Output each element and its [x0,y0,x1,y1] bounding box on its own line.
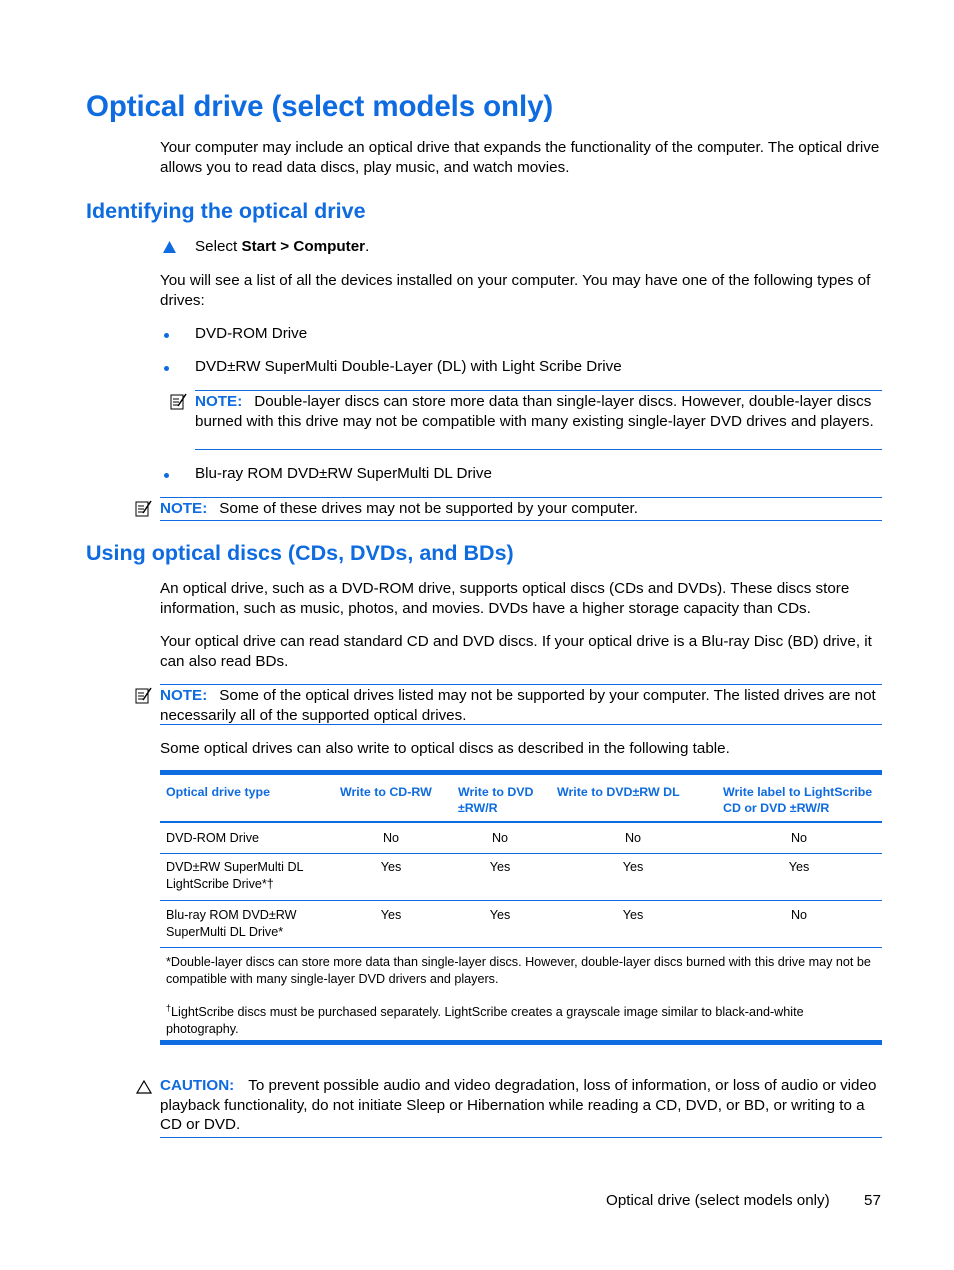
note-box-double-layer: NOTE: Double-layer discs can store more data than single-layer discs. However, double-layer discs burned with this drive may not be compatible with many existing single-layer DVD drives and players. [195,390,882,450]
table-header-cell: Write to CD-RW [340,785,432,799]
table-cell: Yes [622,908,644,922]
table-header-cell: Optical drive type [166,785,270,799]
table-cell: No [491,831,509,845]
section-heading-identifying: Identifying the optical drive [86,199,366,223]
table-header-cell: Write to DVD±RW DL [557,785,680,799]
table-cell: Blu-ray ROM DVD±RW SuperMulti DL Drive* [166,908,297,939]
note-box-optical-drives: NOTE: Some of the optical drives listed may not be supported by your computer. The listed drives are not necessarily all of the supported optical drives. [160,684,882,725]
list-item: DVD±RW SuperMulti Double-Layer (DL) with Light Scribe Drive [195,358,622,375]
table-row [160,901,882,948]
drive-capabilities-table [160,770,882,1045]
table-cell: No [382,831,400,845]
table-footnote: *Double-layer discs can store more data than single-layer discs. However, double-layer discs burned with this drive may not be compatible with many single-layer DVD drivers and players. [166,955,871,986]
table-cell: No [790,908,808,922]
table-cell: Yes [622,860,644,874]
triangle-up-icon [163,241,176,253]
note-box-drives-support: NOTE: Some of these drives may not be supported by your computer. [160,497,882,521]
section-heading-using: Using optical discs (CDs, DVDs, and BDs) [86,541,514,565]
table-footnotes [160,948,882,1040]
bullet-icon [164,473,169,478]
caution-box: CAUTION: To prevent possible audio and video degradation, loss of information, or loss of audio or video playback functionality, do not initiate Sleep or Hibernation while reading a CD, DVD, or BD, or writing to a CD or DVD. [160,1076,882,1138]
page-number: 57 [864,1192,881,1209]
table-header-row [160,775,882,823]
note-pad-icon [135,687,152,704]
table-intro: Some optical drives can also write to optical discs as described in the following table. [160,740,730,757]
bullet-icon [164,366,169,371]
table-header-cell: Write to DVD ±RW/R [458,785,534,815]
list-item: Blu-ray ROM DVD±RW SuperMulti DL Drive [195,465,492,482]
bullet-icon [164,333,169,338]
table-footnote: †LightScribe discs must be purchased separately. LightScribe creates a grayscale image similar to black-and-white photography. [166,1003,804,1036]
table-cell: Yes [489,860,511,874]
intro-paragraph: Your computer may include an optical drive that expands the functionality of the computer. The optical drive allows you to read data discs, play music, and watch movies. [160,139,880,176]
table-header-cell: Write label to LightScribe CD or DVD ±RW/R [723,785,873,815]
table-cell: DVD-ROM Drive [166,831,260,845]
table-row [160,854,882,901]
warning-triangle-icon [136,1080,152,1094]
table-cell: DVD±RW SuperMulti DL LightScribe Drive*† [166,860,304,891]
drives-list-intro: You will see a list of all the devices installed on your computer. You may have one of the following types of drives: [160,272,871,309]
note-pad-icon [170,393,187,410]
table-cell: Yes [380,860,402,874]
table-cell: No [624,831,642,845]
table-cell: Yes [489,908,511,922]
table-cell: Yes [380,908,402,922]
using-paragraph-1: An optical drive, such as a DVD-ROM drive, supports optical discs (CDs and DVDs). These discs store information, such as music, photos, and movies. DVDs have a higher storage capacity than CDs. [160,580,850,617]
table-cell: Yes [788,860,810,874]
note-pad-icon [135,500,152,517]
table-row [160,823,882,854]
using-paragraph-2: Your optical drive can read standard CD and DVD discs. If your optical drive is a Blu-ray Disc (BD) drive, it can also read BDs. [160,633,872,670]
page-title: Optical drive (select models only) [86,90,554,123]
footer-section-title: Optical drive (select models only) [606,1192,830,1209]
step-instruction: Select Start > Computer. [195,238,370,255]
list-item: DVD-ROM Drive [195,325,308,342]
table-cell: No [790,831,808,845]
